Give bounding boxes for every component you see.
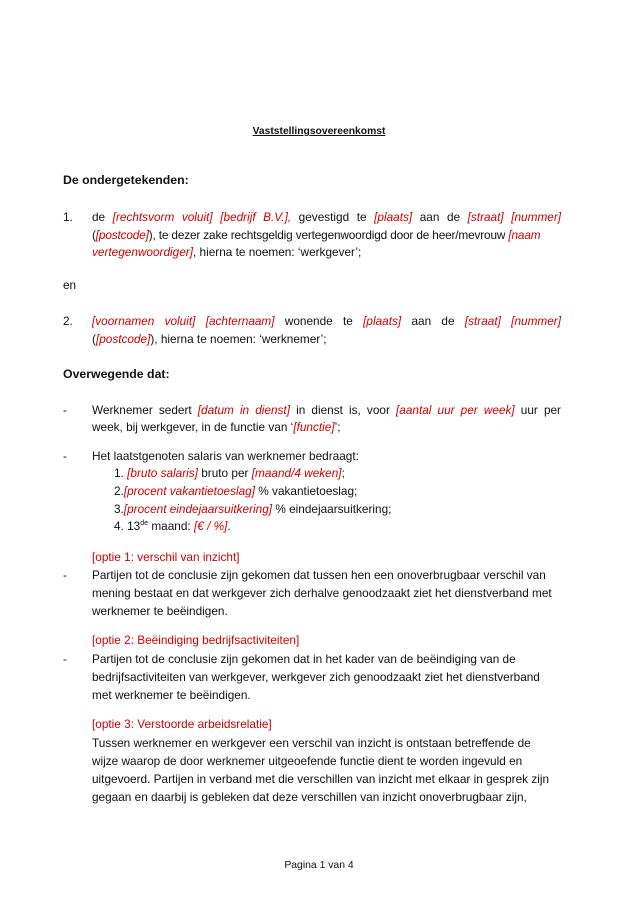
option-1-line: Partijen tot de conclusie zijn gekomen dat tussen hen een onoverbrugbaar verschil van	[92, 568, 546, 582]
c1-word: sedert	[158, 403, 192, 417]
text: 1.	[114, 466, 128, 480]
placeholder-naam: [naam	[508, 228, 541, 242]
text: week, bij werkgever, in de functie van ‘	[92, 420, 294, 434]
text: 3.	[114, 502, 124, 516]
text: maand:	[148, 519, 194, 533]
option-3-line: Tussen werknemer en werkgever een verschil van inzicht is ontstaan betreffende de	[92, 736, 531, 750]
party-2-word: wonende	[284, 314, 333, 328]
text: 4. 13	[114, 519, 141, 533]
text: , hierna te noemen: ‘werkgever’;	[193, 245, 362, 259]
salary-item-2	[114, 484, 357, 499]
placeholder-postcode: [postcode]	[95, 228, 149, 242]
page-footer: Pagina 1 van 4	[284, 860, 354, 871]
option-1-line: werknemer te beëindigen.	[92, 604, 228, 618]
placeholder-functie: [functie]	[293, 420, 335, 434]
text: % vakantietoeslag;	[255, 484, 358, 498]
c1-word: voor	[366, 403, 390, 417]
document-title: Vaststellingsovereenkomst	[252, 126, 386, 137]
placeholder-datum-in-dienst: [datum in dienst]	[197, 403, 290, 417]
placeholder-maand-4-weken: [maand/4 weken]	[251, 466, 342, 480]
placeholder-nummer: [nummer]	[511, 210, 562, 224]
text: (	[92, 332, 96, 346]
undersigned-heading: De ondergetekenden:	[63, 173, 189, 187]
c1-word: per	[543, 403, 561, 417]
placeholder-straat: [straat]	[464, 314, 501, 328]
party-1-word: de	[446, 210, 461, 224]
c1-word: dienst	[311, 403, 343, 417]
option-2-line: Partijen tot de conclusie zijn gekomen dat in het kader van de beëindiging van de	[92, 652, 516, 666]
party-2-line-2	[92, 332, 327, 347]
bullet-dash: -	[63, 652, 67, 666]
party-2-number: 2.	[63, 314, 73, 328]
salary-intro: Het laatstgenoten salaris van werknemer bedraagt:	[92, 449, 359, 463]
placeholder-bedrijf: [bedrijf B.V.],	[220, 210, 292, 224]
party-1-number: 1.	[63, 210, 73, 224]
consideration-1-line-1	[92, 403, 561, 418]
text: ), te dezer zake rechtsgeldig vertegenwoordigd door de heer/mevrouw	[148, 228, 506, 242]
bullet-dash: -	[63, 403, 67, 417]
text: 2.	[114, 484, 124, 498]
text: .	[227, 519, 231, 533]
option-2-label: [optie 2: Beëindiging bedrijfsactiviteiten]	[92, 633, 300, 647]
option-1-label: [optie 1: verschil van inzicht]	[92, 550, 240, 564]
party-1-line-3	[92, 245, 361, 260]
salary-item-4	[114, 519, 231, 534]
placeholder-eindejaarsuitkering: [procent eindejaarsuitkering]	[123, 502, 273, 516]
consideration-1-line-2	[92, 420, 341, 435]
placeholder-plaats: [plaats]	[374, 210, 413, 224]
placeholder-13de-maand: [€ / %]	[193, 519, 228, 533]
conjunction-en: en	[63, 278, 77, 292]
text: ’;	[334, 420, 341, 434]
text: (	[92, 228, 96, 242]
option-3-label: [optie 3: Verstoorde arbeidsrelatie]	[92, 717, 272, 731]
text: bruto per	[197, 466, 252, 480]
option-1-line: mening bestaat en dat werkgever zich derhalve genoodzaakt ziet het dienstverband met	[92, 586, 552, 600]
placeholder-plaats: [plaats]	[363, 314, 402, 328]
option-2-line: bedrijfsactiviteiten van werkgever, werkgever zich genoodzaakt ziet het dienstverband	[92, 670, 540, 684]
bullet-dash: -	[63, 449, 67, 463]
party-2-word: aan	[411, 314, 432, 328]
placeholder-postcode: [postcode]	[95, 332, 151, 346]
placeholder-vertegenwoordiger: vertegenwoordiger]	[92, 245, 193, 259]
bullet-dash: -	[63, 568, 67, 582]
salary-item-1	[114, 466, 345, 481]
party-1-line-2	[92, 228, 540, 243]
party-2-word: te	[343, 314, 353, 328]
salary-item-3	[114, 502, 391, 517]
c1-word: is,	[349, 403, 361, 417]
text: % eindejaarsuitkering;	[272, 502, 392, 516]
placeholder-bruto-salaris: [bruto salaris]	[127, 466, 198, 480]
option-3-line: uitgevoerd. Partijen in verband met die verschillen van inzicht met elkaar in gesprek zijn	[92, 772, 550, 786]
considering-heading: Overwegende dat:	[63, 367, 170, 381]
placeholder-achternaam: [achternaam]	[205, 314, 275, 328]
party-1-word: gevestigd	[298, 210, 350, 224]
c1-word: uur	[520, 403, 538, 417]
text: ;	[341, 466, 345, 480]
placeholder-aantal-uur: [aantal uur per week]	[395, 403, 515, 417]
party-1-word: te	[356, 210, 367, 224]
c1-word: in	[296, 403, 306, 417]
placeholder-vakantietoeslag: [procent vakantietoeslag]	[123, 484, 256, 498]
option-3-line: wijze waarop de door werknemer uitgeoefende functie dient te worden ingevuld en	[92, 754, 523, 768]
superscript: de	[140, 520, 149, 528]
party-2-word: de	[441, 314, 455, 328]
option-2-line: met werknemer te beëindigen.	[92, 688, 251, 702]
party-1-word: aan	[419, 210, 440, 224]
placeholder-voornamen: [voornamen voluit]	[92, 314, 196, 328]
party-2-line-1	[92, 314, 561, 329]
placeholder-straat: [straat]	[467, 210, 504, 224]
option-3-line: gegaan en daarbij is gebleken dat deze verschillen van inzicht onoverbrugbaar zijn,	[92, 790, 527, 804]
c1-word: Werknemer	[92, 403, 153, 417]
party-1-word: de	[92, 210, 106, 224]
placeholder-nummer: [nummer]	[511, 314, 561, 328]
party-1-line-1	[92, 210, 561, 225]
placeholder-rechtsvorm: [rechtsvorm voluit]	[112, 210, 213, 224]
text: ), hierna te noemen: ‘werknemer’;	[150, 332, 327, 346]
